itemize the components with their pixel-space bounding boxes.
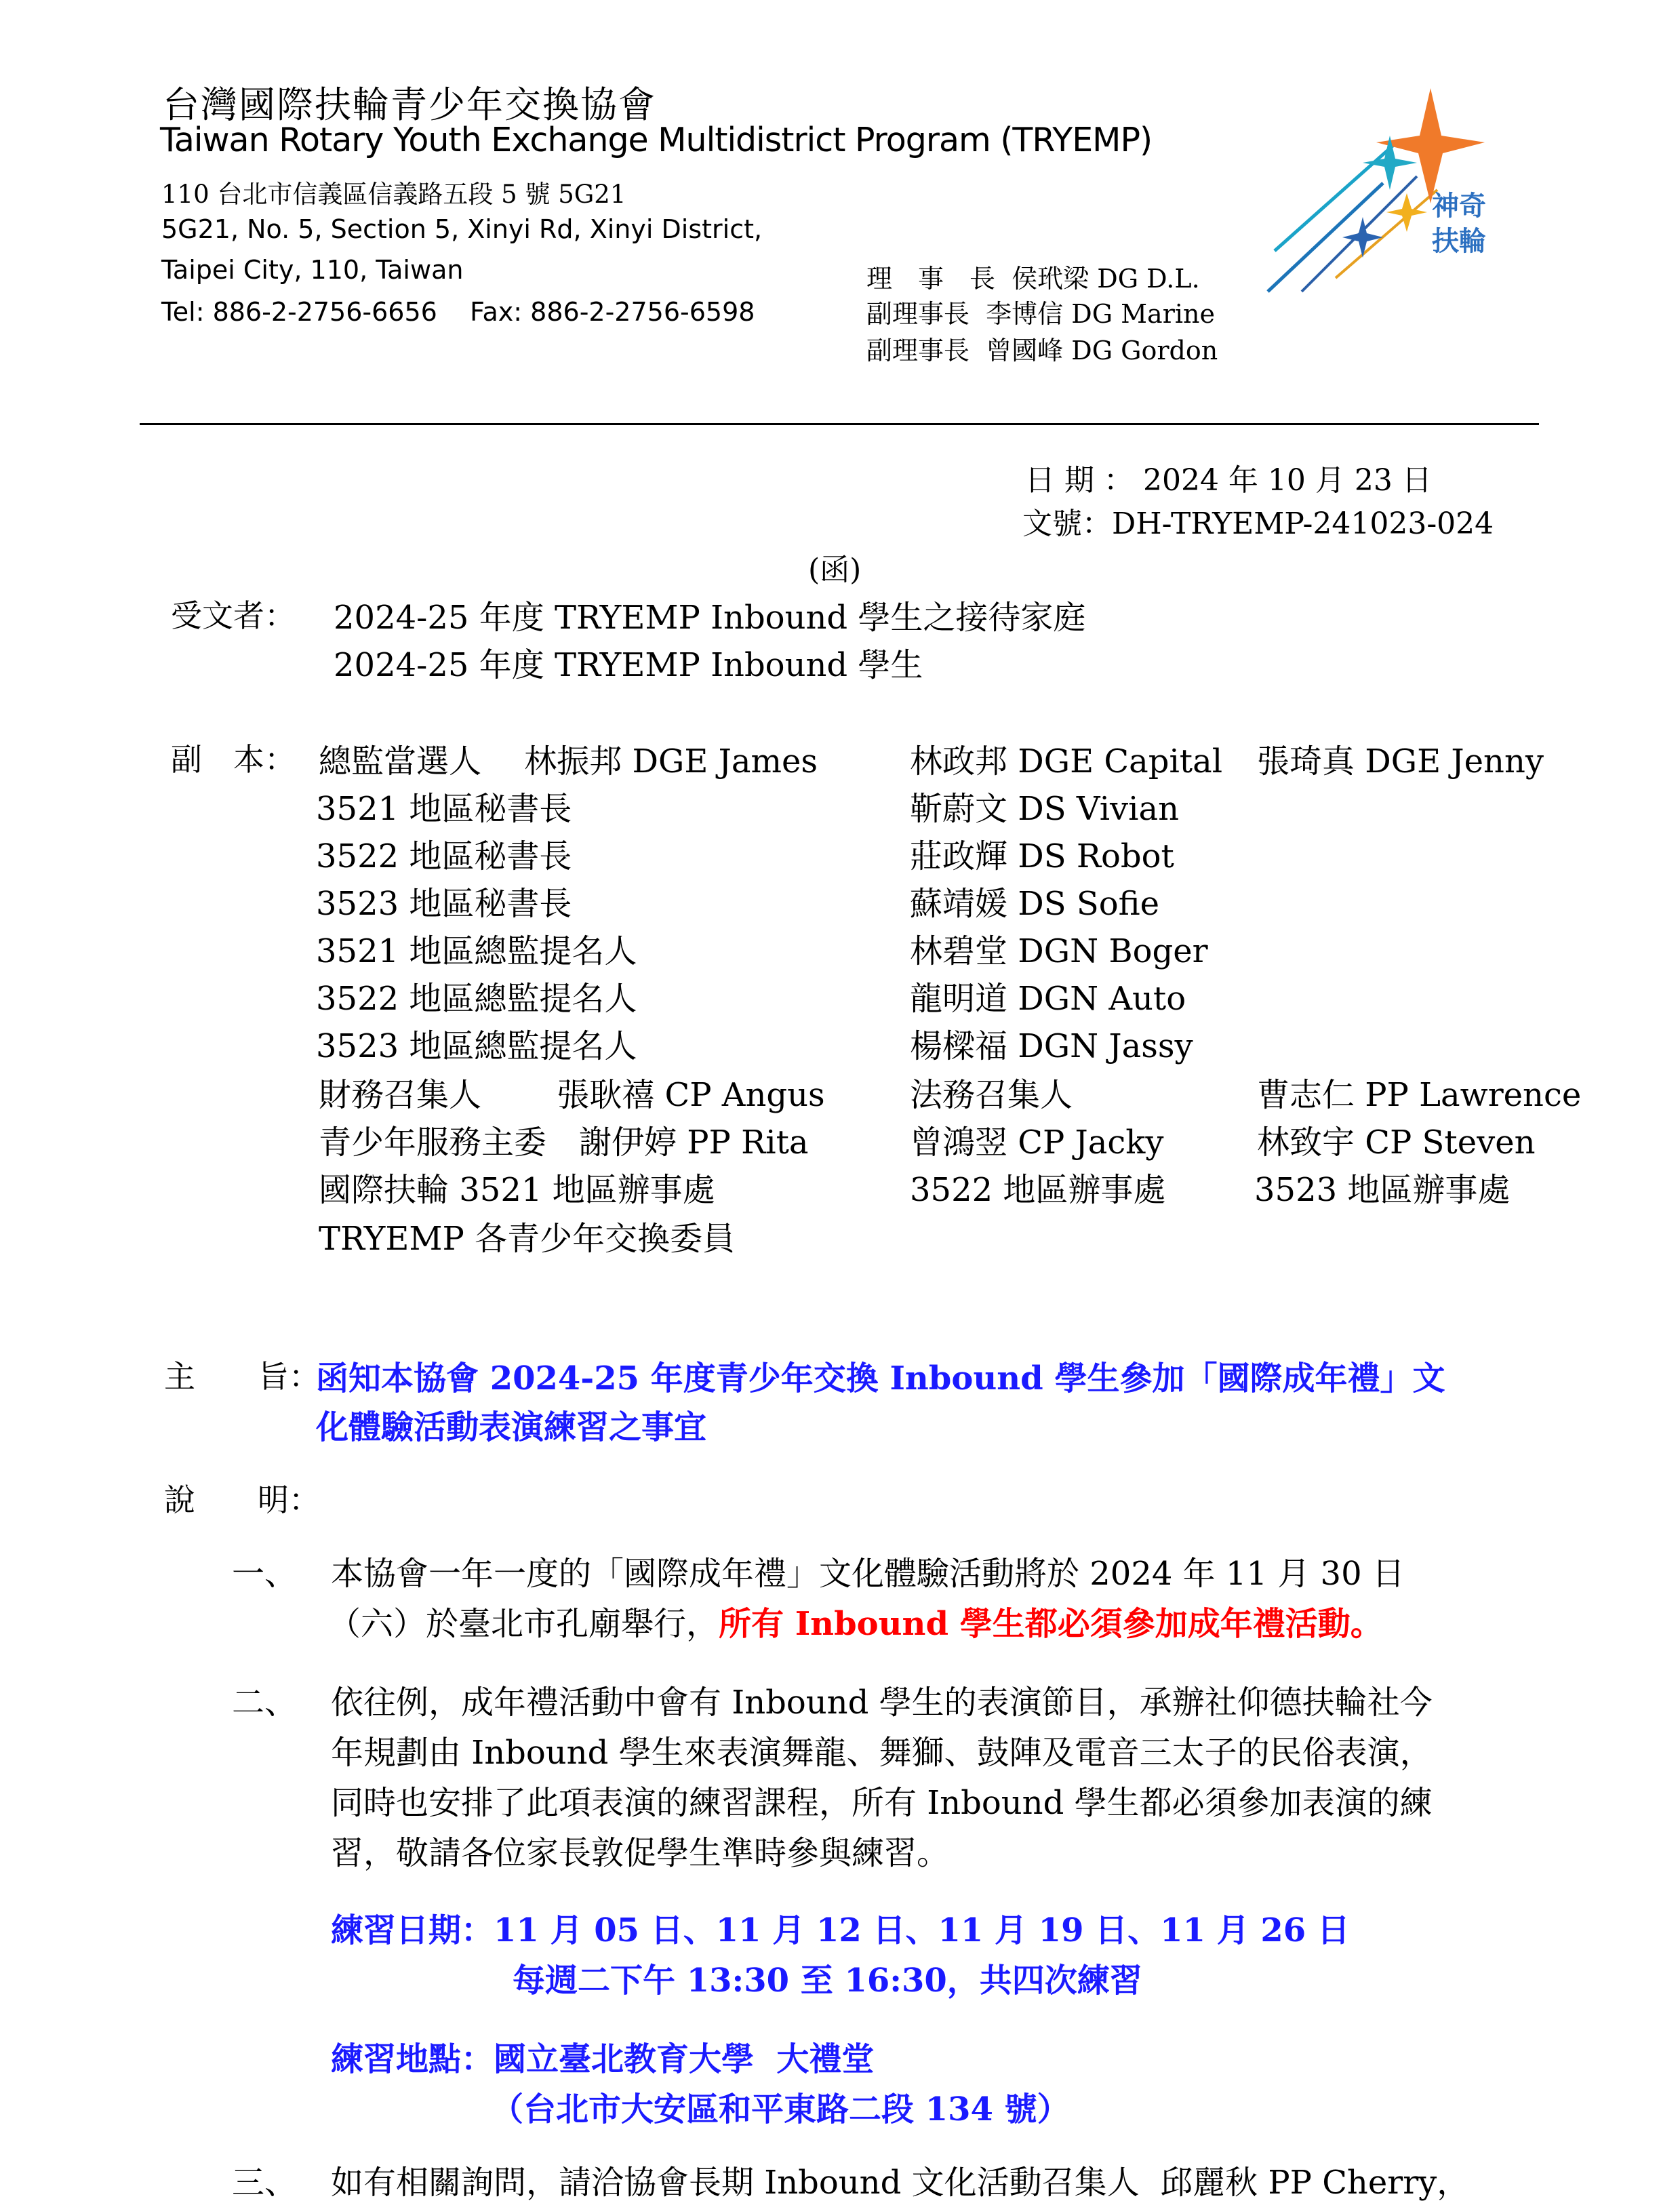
- copy-entry: 3522 地區總監提名人: [316, 980, 637, 1018]
- copy-entry: 3523 地區辦事處: [1254, 1171, 1511, 1209]
- org-name-zh: 台灣國際扶輪青少年交換協會: [163, 83, 656, 126]
- address-en-line2: Taipei City, 110, Taiwan: [161, 255, 464, 285]
- subject-line1: 函知本協會 2024-25 年度青少年交換 Inbound 學生參加「國際成年禮」文: [316, 1359, 1445, 1397]
- copy-entry: 林政邦 DGE Capital: [910, 742, 1223, 780]
- copy-entry: 曹志仁 PP Lawrence: [1257, 1076, 1582, 1114]
- item3-line1: 如有相關詢問，請洽協會長期 Inbound 文化活動召集人 邱麗秋 PP Cherry，: [331, 2164, 1470, 2202]
- copy-entry: 莊政輝 DS Robot: [910, 837, 1174, 875]
- subject-label: 主 旨：: [164, 1358, 320, 1395]
- item2-line: 習，敬請各位家長敦促學生準時參與練習。: [331, 1834, 950, 1872]
- recipients-label: 受文者：: [171, 597, 296, 634]
- item1-line2: [328, 1597, 1383, 1644]
- copy-entry: 蘇靖媛 DS Sofie: [910, 885, 1160, 923]
- copy-entry: 3523 地區總監提名人: [316, 1027, 637, 1065]
- star-trail-lines-icon: [1268, 142, 1437, 292]
- copy-entry: 楊樑福 DGN Jassy: [910, 1027, 1193, 1065]
- copy-entry: 曾鴻翌 CP Jacky: [910, 1124, 1164, 1162]
- explanation-label: 說 明：: [164, 1482, 320, 1518]
- copy-entry: 法務召集人: [910, 1076, 1073, 1114]
- document-date: 日 期 ： 2024 年 10 月 23 日: [1025, 463, 1432, 498]
- copy-entry: 總監當選人 林振邦 DGE James: [319, 742, 818, 780]
- document-number: 文號：DH-TRYEMP-241023-024: [1022, 507, 1494, 541]
- org-name-en: Taiwan Rotary Youth Exchange Multidistrict Program (TRYEMP): [160, 121, 1153, 159]
- copy-entry: 張琦真 DGE Jenny: [1257, 742, 1544, 780]
- item-number: 一、: [232, 1555, 298, 1593]
- practice-time: 每週二下午 13:30 至 16:30，共四次練習: [513, 1962, 1142, 2000]
- address-zh: 110 台北市信義區信義路五段 5 號 5G21: [161, 180, 626, 209]
- item2-line: 同時也安排了此項表演的練習課程，所有 Inbound 學生都必須參加表演的練: [331, 1784, 1433, 1822]
- address-en-line1: 5G21, No. 5, Section 5, Xinyi Rd, Xinyi District,: [161, 214, 763, 244]
- item2-line: 依往例，成年禮活動中會有 Inbound 學生的表演節目，承辦社仰德扶輪社今: [331, 1684, 1433, 1722]
- copy-entry: TRYEMP 各青少年交換委員: [319, 1220, 736, 1258]
- copy-entry: 財務召集人 張耿禧 CP Angus: [319, 1076, 825, 1114]
- practice-address: （台北市大安區和平東路二段 134 號）: [491, 2090, 1070, 2128]
- copy-entry: 靳蔚文 DS Vivian: [910, 790, 1180, 828]
- copy-entry: 3521 地區秘書長: [316, 790, 572, 828]
- copy-entry: 3522 地區辦事處: [910, 1171, 1166, 1209]
- practice-place: 練習地點：國立臺北教育大學 大禮堂: [331, 2040, 875, 2078]
- item1-line1: 本協會一年一度的「國際成年禮」文化體驗活動將於 2024 年 11 月 30 日: [331, 1555, 1405, 1593]
- item2-line: 年規劃由 Inbound 學生來表演舞龍、舞獅、鼓陣及電音三太子的民俗表演，: [331, 1734, 1433, 1772]
- header-divider: [140, 423, 1539, 425]
- contact-line: Tel: 886-2-2756-6656 Fax: 886-2-2756-6598: [161, 297, 755, 327]
- subject-line2: 化體驗活動表演練習之事宜: [316, 1408, 707, 1446]
- item-number: 二、: [232, 1684, 298, 1722]
- copy-entry: 3523 地區秘書長: [316, 885, 572, 923]
- officer-chairman: 理 事 長 侯玳梁 DG D.L.: [866, 264, 1200, 294]
- copy-entry: 3522 地區秘書長: [316, 837, 572, 875]
- item1-line2-text: （六）於臺北市孔廟舉行，: [328, 1605, 719, 1643]
- item-number: 三、: [232, 2164, 298, 2202]
- copy-entry: 林碧堂 DGN Boger: [910, 932, 1208, 970]
- copy-entry: 國際扶輪 3521 地區辦事處: [319, 1171, 715, 1209]
- blue-star-icon: [1342, 217, 1383, 258]
- copy-entry: 龍明道 DGN Auto: [910, 980, 1186, 1018]
- logo-text-line1: 神奇: [1432, 191, 1486, 222]
- logo-text-line2: 扶輪: [1432, 226, 1486, 257]
- copy-entry: 青少年服務主委 謝伊婷 PP Rita: [319, 1124, 809, 1162]
- copies-label: 副 本：: [171, 741, 296, 778]
- practice-dates: 練習日期：11 月 05 日、11 月 12 日、11 月 19 日、11 月 26 日: [331, 1911, 1350, 1949]
- recipient-line: 2024-25 年度 TRYEMP Inbound 學生之接待家庭: [334, 599, 1086, 637]
- officer-vice-chairman-1: 副理事長 李博信 DG Marine: [866, 299, 1215, 329]
- item1-emphasis: 所有 Inbound 學生都必須參加成年禮活動。: [719, 1605, 1383, 1643]
- officer-vice-chairman-2: 副理事長 曾國峰 DG Gordon: [866, 336, 1218, 365]
- recipient-line: 2024-25 年度 TRYEMP Inbound 學生: [334, 646, 923, 684]
- copy-entry: 3521 地區總監提名人: [316, 932, 637, 970]
- document-type: (函): [808, 553, 862, 587]
- copy-entry: 林致宇 CP Steven: [1257, 1124, 1536, 1162]
